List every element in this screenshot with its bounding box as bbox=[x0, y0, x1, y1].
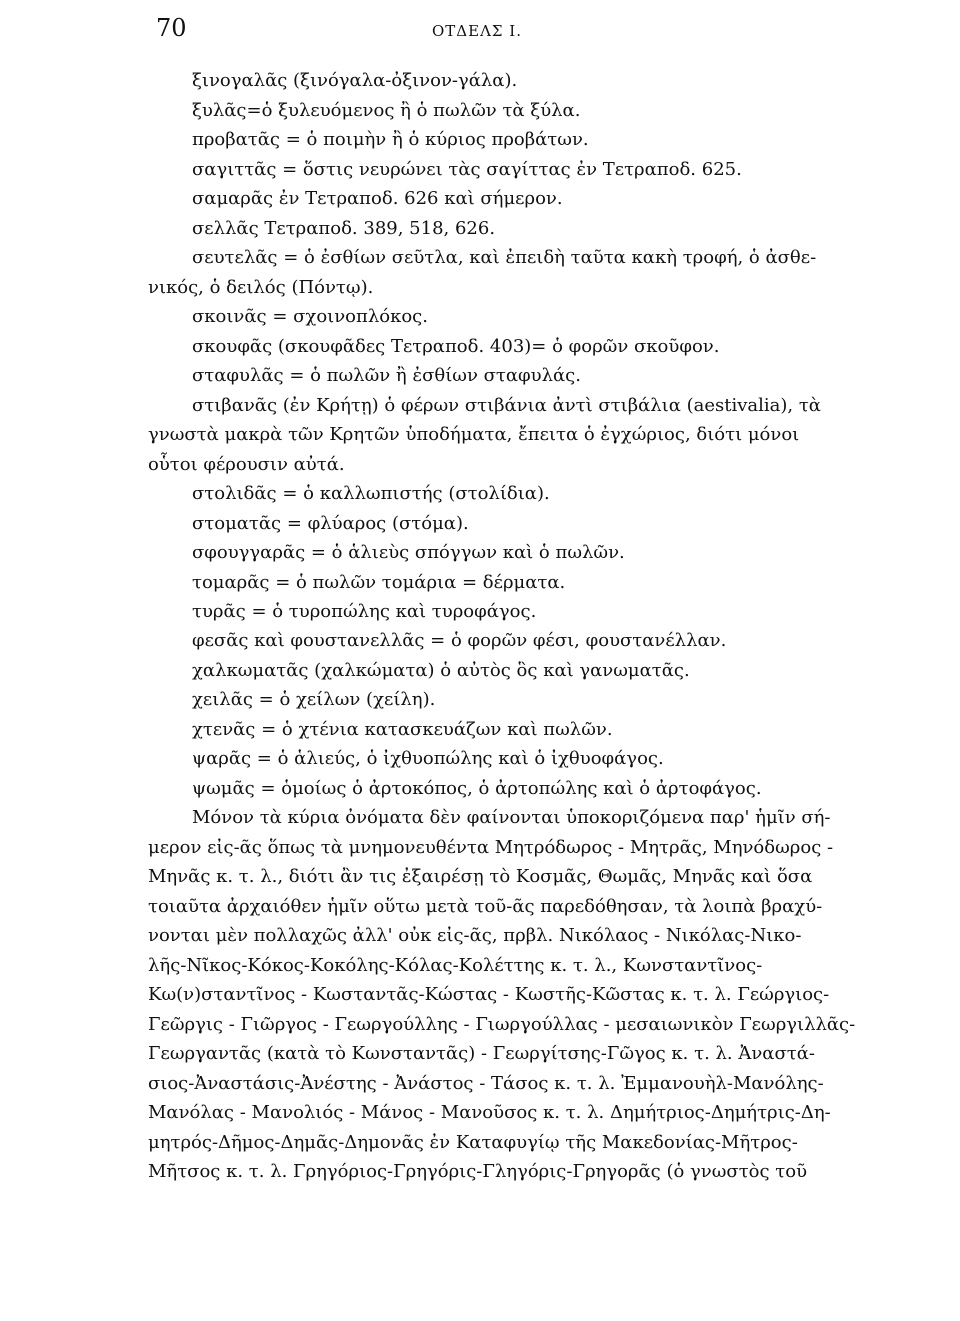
text-line: Μόνον τὰ κύρια ὀνόματα δὲν φαίνονται ὑποκοριζόμενα παρ' ἡμῖν σή- bbox=[192, 807, 831, 828]
text-line: Μηνᾶς κ. τ. λ., διότι ἂν τις ἐξαιρέσῃ τὸ Κοσμᾶς, Θωμᾶς, Μηνᾶς καὶ ὅσα bbox=[148, 866, 813, 887]
text-line: προβατᾶς = ὁ ποιμὴν ἢ ὁ κύριος προβάτων. bbox=[192, 129, 589, 150]
text-line: τομαρᾶς = ὁ πωλῶν τομάρια = δέρματα. bbox=[192, 571, 566, 593]
text-line: φεσᾶς καὶ φουστανελλᾶς = ὁ φορῶν φέσι, φουστανέλλαν. bbox=[192, 630, 727, 651]
page-number: 70 bbox=[156, 14, 187, 42]
text-line: Κω(ν)σταντῖνος - Κωσταντᾶς-Κώστας - Κωστῆς-Κῶστας κ. τ. λ. Γεώργιος- bbox=[148, 984, 830, 1005]
running-title: ΟΤΔΕΛΣ Ι. bbox=[432, 22, 522, 40]
text-line: Γεωργαντᾶς (κατὰ τὸ Κωνσταντᾶς) - Γεωργίτσης-Γῶγος κ. τ. λ. Ἀναστά- bbox=[148, 1043, 815, 1064]
text-line: σιος-Ἀναστάσις-Ἀνέστης - Ἀνάστος - Τάσος κ. τ. λ. Ἐμμανουὴλ-Μανόλης- bbox=[148, 1072, 824, 1094]
text-line: σαγιττᾶς = ὅστις νευρώνει τὰς σαγίττας ἐν Τετραποδ. 625. bbox=[192, 158, 742, 180]
text-line: μερον εἰς-ᾶς ὅπως τὰ μνημονευθέντα Μητρόδωρος - Μητρᾶς, Μηνόδωρος - bbox=[148, 836, 834, 858]
text-line: χαλκωματᾶς (χαλκώματα) ὁ αὐτὸς ὃς καὶ γανωματᾶς. bbox=[192, 659, 690, 681]
text-line: χτενᾶς = ὁ χτένια κατασκευάζων καὶ πωλῶν. bbox=[192, 718, 613, 740]
text-line: Μανόλας - Μανολιός - Μάνος - Μανοῦσος κ. τ. λ. Δημήτριος-Δημήτρις-Δη- bbox=[148, 1102, 831, 1123]
text-line: Γεῶργις - Γιῶργος - Γεωργούλλης - Γιωργούλλας - μεσαιωνικὸν Γεωργιλλᾶς- bbox=[148, 1013, 856, 1035]
text-line: σκοινᾶς = σχοινοπλόκος. bbox=[192, 306, 428, 327]
text-line: σφουγγαρᾶς = ὁ ἁλιεὺς σπόγγων καὶ ὁ πωλῶν. bbox=[192, 542, 625, 563]
text-line: νονται μὲν πολλαχῶς ἀλλ' οὐκ εἰς-ᾶς, πρβλ. Νικόλαος - Νικόλας-Νικο- bbox=[148, 925, 802, 946]
text-line: τοιαῦτα ἀρχαιόθεν ἡμῖν οὕτω μετὰ τοῦ-ᾶς παρεδόθησαν, τὰ λοιπὰ βραχύ- bbox=[148, 895, 823, 917]
text-line: σταφυλᾶς = ὁ πωλῶν ἢ ἐσθίων σταφυλάς. bbox=[192, 365, 581, 386]
text-line: ψαρᾶς = ὁ ἁλιεύς, ὁ ἰχθυοπώλης καὶ ὁ ἰχθυοφάγος. bbox=[192, 748, 664, 769]
text-line: γνωστὰ μακρὰ τῶν Κρητῶν ὑποδήματα, ἔπειτα ὁ ἐγχώριος, διότι μόνοι bbox=[148, 424, 800, 445]
text-line: ξινογαλᾶς (ξινόγαλα-ὀξινον-γάλα). bbox=[192, 70, 518, 91]
text-line: σευτελᾶς = ὁ ἐσθίων σεῦτλα, καὶ ἐπειδὴ ταῦτα κακὴ τροφή, ὁ ἀσθε- bbox=[192, 247, 817, 268]
text-line: σαμαρᾶς ἐν Τετραποδ. 626 καὶ σήμερον. bbox=[192, 188, 563, 209]
text-line: σκουφᾶς (σκουφᾶδες Τετραποδ. 403)= ὁ φορῶν σκοῦφον. bbox=[192, 335, 720, 357]
text-line: ξυλᾶς=ὁ ξυλευόμενος ἢ ὁ πωλῶν τὰ ξύλα. bbox=[192, 99, 581, 121]
text-line: οὗτοι φέρουσιν αὐτά. bbox=[148, 453, 345, 475]
text-line: σελλᾶς Τετραποδ. 389, 518, 626. bbox=[192, 217, 496, 239]
text-line: χειλᾶς = ὁ χείλων (χείλη). bbox=[192, 689, 436, 710]
text-line: στολιδᾶς = ὁ καλλωπιστής (στολίδια). bbox=[192, 483, 550, 504]
text-line: μητρός-Δῆμος-Δημᾶς-Δημονᾶς ἐν Καταφυγίῳ τῆς Μακεδονίας-Μῆτρος- bbox=[148, 1131, 798, 1153]
text-line: λῆς-Νῖκος-Κόκος-Κοκόλης-Κόλας-Κολέττης κ. τ. λ., Κωνσταντῖνος- bbox=[148, 954, 763, 976]
text-line: στοματᾶς = φλύαρος (στόμα). bbox=[192, 512, 469, 534]
page-text bbox=[148, 66, 900, 1187]
text-line: στιβανᾶς (ἐν Κρήτῃ) ὁ φέρων στιβάνια ἀντὶ στιβάλια (aestivalia), τὰ bbox=[192, 394, 821, 416]
text-line: ψωμᾶς = ὁμοίως ὁ ἀρτοκόπος, ὁ ἀρτοπώλης καὶ ὁ ἀρτοφάγος. bbox=[192, 777, 762, 799]
text-line: Μῆτσος κ. τ. λ. Γρηγόριος-Γρηγόρις-Γληγόρις-Γρηγορᾶς (ὁ γνωστὸς τοῦ bbox=[148, 1161, 808, 1182]
text-line: νικός, ὁ δειλός (Πόντῳ). bbox=[148, 276, 374, 298]
text-line: τυρᾶς = ὁ τυροπώλης καὶ τυροφάγος. bbox=[192, 600, 537, 622]
